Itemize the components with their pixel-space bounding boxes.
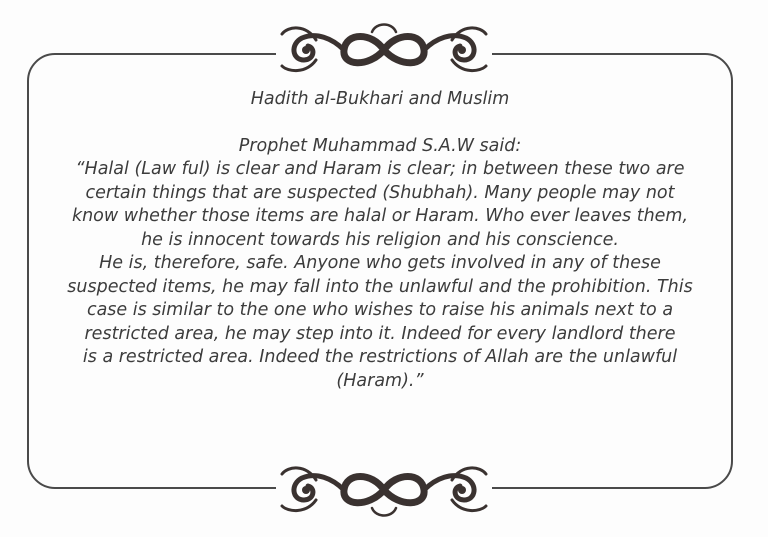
hadith-source: Hadith al-Bukhari and Muslim	[250, 89, 510, 109]
quote-line: suspected items, he may fall into the unlawful and the prohibition. This	[67, 276, 693, 297]
quote-line: know whether those items are halal or Haram. Who ever leaves them,	[71, 206, 689, 226]
top-flourish-svg	[276, 18, 492, 82]
speaker-line: Prophet Muhammad S.A.W said:	[238, 135, 522, 156]
hadith-text-block	[40, 88, 720, 393]
quote-line: he is innocent towards his religion and his conscience.	[141, 229, 619, 250]
top-flourish-icon	[276, 18, 492, 82]
quote-line: is a restricted area. Indeed the restrictions of Allah are the unlawful	[82, 347, 678, 367]
bottom-flourish-icon	[276, 460, 492, 524]
bottom-flourish-svg	[276, 460, 492, 524]
quote-line: certain things that are suspected (Shubhah). Many people may not	[85, 182, 675, 203]
quote-line: (Haram).”	[336, 370, 424, 391]
quote-line: He is, therefore, safe. Anyone who gets involved in any of these	[99, 253, 661, 273]
quote-line: restricted area, he may step into it. Indeed for every landlord there	[84, 323, 676, 344]
quote-line: “Halal (Law ful) is clear and Haram is clear; in between these two are	[75, 159, 685, 179]
quote-line: case is similar to the one who wishes to raise his animals next to a	[86, 300, 674, 320]
